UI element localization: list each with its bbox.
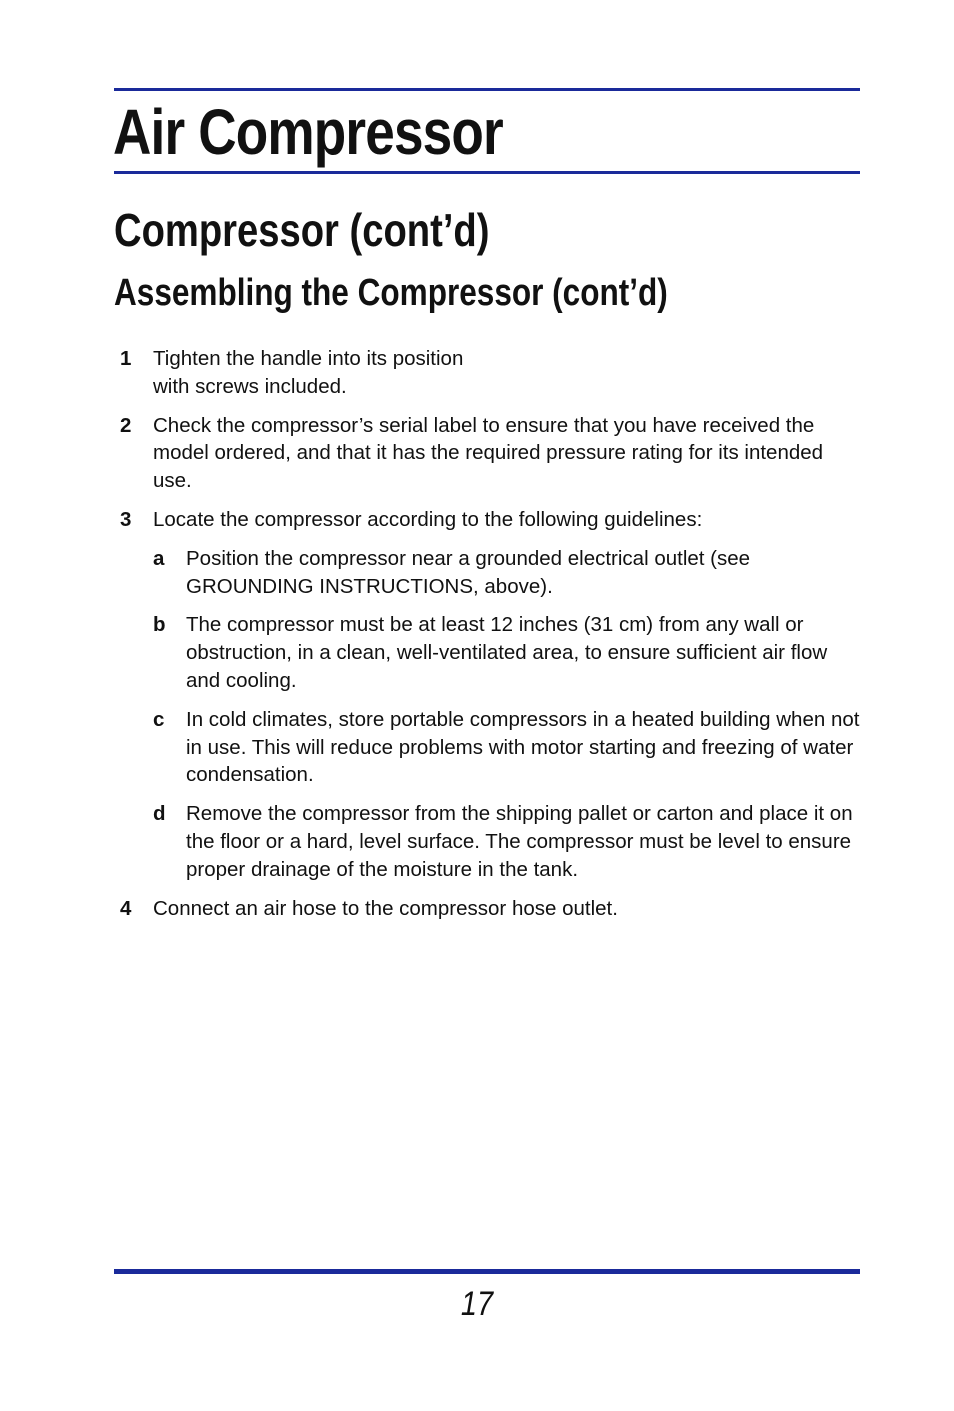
header-bottom-rule [114,171,860,174]
step-text: Tighten the handle into its position with screws included. [153,347,464,398]
step-item [120,412,865,495]
step-text: Locate the compressor according to the following guidelines: [153,507,703,531]
section-subtitle: Assembling the Compressor (cont’d) [114,272,668,314]
steps-list [120,345,865,933]
substep-letter: d [153,802,166,826]
page-number: 17 [460,1285,494,1323]
substeps-list [153,545,865,884]
step-text: Connect an air hose to the compressor hose outlet. [153,896,618,920]
substep-text: The compressor must be at least 12 inches (31 cm) from any wall or obstruction, in a clean, well-ventilated area, to ensure sufficient air flow and cooling. [186,613,828,692]
substep-text: In cold climates, store portable compressors in a heated building when not in use. This will reduce problems with motor starting and freezing of water condensation. [186,707,860,787]
substep-text: Position the compressor near a grounded electrical outlet (see GROUNDING INSTRUCTIONS, above). [186,546,751,598]
header-top-rule [114,88,860,91]
substep-letter: c [153,707,165,731]
section-title: Compressor (cont’d) [114,204,490,256]
step-text: Check the compressor’s serial label to ensure that you have received the model ordered, and that it has the required pressure rating for its intended use. [153,413,824,493]
substep-text: Remove the compressor from the shipping pallet or carton and place it on the floor or a hard, level surface. The compressor must be level to ensure proper drainage of the moisture in the tank. [186,802,853,881]
step-number: 2 [120,413,132,437]
footer-rule [114,1269,860,1274]
page-title: Air Compressor [113,96,503,168]
step-number: 4 [120,896,132,920]
substep-letter: a [153,546,165,570]
step-number: 3 [120,507,132,531]
substep-item [153,800,865,883]
step-number: 1 [120,347,132,370]
substep-letter: b [153,613,166,637]
substep-item [153,706,865,789]
step-item [120,506,865,884]
substep-item [153,545,865,601]
step-item [120,895,865,923]
step-item [120,345,865,401]
substep-item [153,611,865,694]
